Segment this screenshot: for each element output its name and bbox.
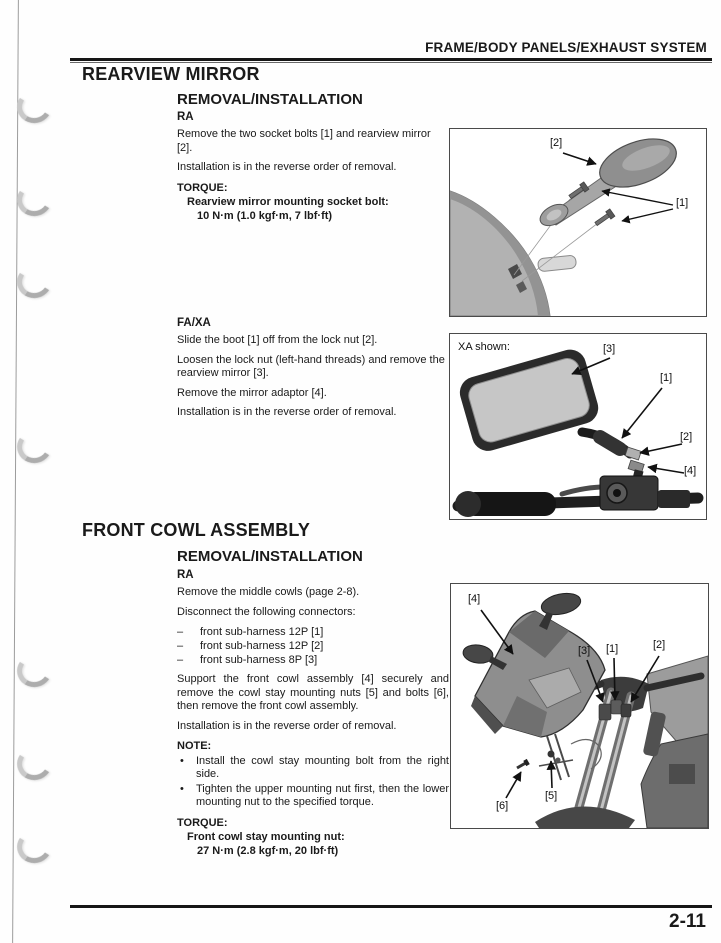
figure-caption-xa-shown: XA shown: xyxy=(458,341,510,353)
figure-callout-5: [5] xyxy=(545,790,558,802)
section-title-rearview-mirror: REARVIEW MIRROR xyxy=(82,64,260,84)
dot-bullet: • xyxy=(180,783,184,795)
dot-bullet: • xyxy=(180,755,184,767)
binder-ring-icon xyxy=(14,87,55,127)
note-heading: NOTE: xyxy=(177,740,212,752)
list-item-text: front sub-harness 12P [2] xyxy=(200,640,324,652)
model-code-label: FA/XA xyxy=(177,317,211,329)
dash-bullet: – xyxy=(177,654,184,666)
binder-ring-icon xyxy=(14,180,55,220)
page-number: 2-11 xyxy=(669,911,706,932)
text-block-faxa-mirror xyxy=(177,317,449,426)
figure-callout-1: [1] xyxy=(606,643,619,655)
torque-value: 27 N·m (2.8 kgf·m, 20 lbf·ft) xyxy=(197,845,339,857)
page-edge-line xyxy=(12,0,19,943)
figure-callout-3: [3] xyxy=(603,343,616,355)
binder-ring-icon xyxy=(14,262,55,302)
note-item-text: Install the cowl stay mounting bolt from the right side. xyxy=(196,755,449,780)
list-item-text: front sub-harness 12P [1] xyxy=(200,626,324,638)
note-item xyxy=(177,783,449,809)
note-list xyxy=(177,755,449,809)
front-cowl-diagram xyxy=(451,584,708,828)
paragraph: Disconnect the following connectors: xyxy=(177,605,356,618)
paragraph: Remove the middle cowls (page 2-8). xyxy=(177,586,360,598)
figure-callout-6: [6] xyxy=(496,800,509,812)
section-title-front-cowl: FRONT COWL ASSEMBLY xyxy=(82,520,311,540)
paragraph: Support the front cowl assembly [4] securely and remove the cowl stay mounting nuts [5] and bolts [6], then remove the front cowl assembly. xyxy=(177,673,449,712)
figure-front-cowl xyxy=(450,583,709,829)
binder-ring-icon xyxy=(14,744,55,784)
paragraph: Loosen the lock nut (left-hand threads) and remove the rearview mirror [3]. xyxy=(177,353,445,379)
torque-heading: TORQUE: xyxy=(177,817,228,829)
connector-list xyxy=(177,625,449,667)
subsection-title-removal-installation-1: REMOVAL/INSTALLATION xyxy=(177,91,363,108)
list-item xyxy=(177,625,449,639)
dash-bullet: – xyxy=(177,640,184,652)
figure-callout-4: [4] xyxy=(684,465,697,477)
figure-callout-4: [4] xyxy=(468,593,481,605)
figure-callout-1: [1] xyxy=(660,372,673,384)
mirror-handlebar-diagram xyxy=(450,334,706,519)
paragraph: Installation is in the reverse order of removal. xyxy=(177,406,397,418)
figure-rearview-mirror-ra xyxy=(449,128,707,317)
figure-callout-2: [2] xyxy=(653,639,666,651)
torque-spec xyxy=(177,181,449,223)
figure-callout-3: [3] xyxy=(578,645,591,657)
torque-item: Rearview mirror mounting socket bolt: xyxy=(187,195,389,208)
mirror-exploded-diagram xyxy=(450,129,706,316)
footer-rule xyxy=(70,905,712,908)
text-block-ra-mirror xyxy=(177,111,449,223)
torque-item: Front cowl stay mounting nut: xyxy=(187,831,345,843)
text-block-front-cowl xyxy=(177,569,449,858)
binder-ring-icon xyxy=(14,827,55,867)
torque-value: 10 N·m (1.0 kgf·m, 7 lbf·ft) xyxy=(197,209,333,222)
list-item-text: front sub-harness 8P [3] xyxy=(200,654,318,666)
paragraph: Installation is in the reverse order of removal. xyxy=(177,719,397,732)
header-rule xyxy=(70,58,712,63)
paragraph: Installation is in the reverse order of removal. xyxy=(177,161,397,173)
figure-rearview-mirror-xa xyxy=(449,333,707,520)
list-item xyxy=(177,653,449,667)
list-item xyxy=(177,639,449,653)
torque-heading: TORQUE: xyxy=(177,181,228,194)
model-code-label: RA xyxy=(177,111,194,123)
figure-callout-1: [1] xyxy=(676,197,689,209)
note-block xyxy=(177,739,449,753)
subsection-title-removal-installation-2: REMOVAL/INSTALLATION xyxy=(177,548,363,565)
note-item xyxy=(177,755,449,781)
note-item-text: Tighten the upper mounting nut first, then the lower mounting nut to the specified torque. xyxy=(196,783,449,808)
paragraph: Remove the two socket bolts [1] and rearview mirror [2]. xyxy=(177,128,431,154)
binder-ring-icon xyxy=(14,427,55,467)
torque-spec xyxy=(177,816,449,858)
figure-callout-2: [2] xyxy=(550,137,563,149)
model-code-label: RA xyxy=(177,569,194,581)
dash-bullet: – xyxy=(177,626,184,638)
binder-ring-icon xyxy=(14,651,55,691)
paragraph: Slide the boot [1] off from the lock nut [2]. xyxy=(177,334,378,346)
page-header-title: FRAME/BODY PANELS/EXHAUST SYSTEM xyxy=(425,40,707,55)
figure-callout-2: [2] xyxy=(680,431,693,443)
paragraph: Remove the mirror adaptor [4]. xyxy=(177,386,327,399)
